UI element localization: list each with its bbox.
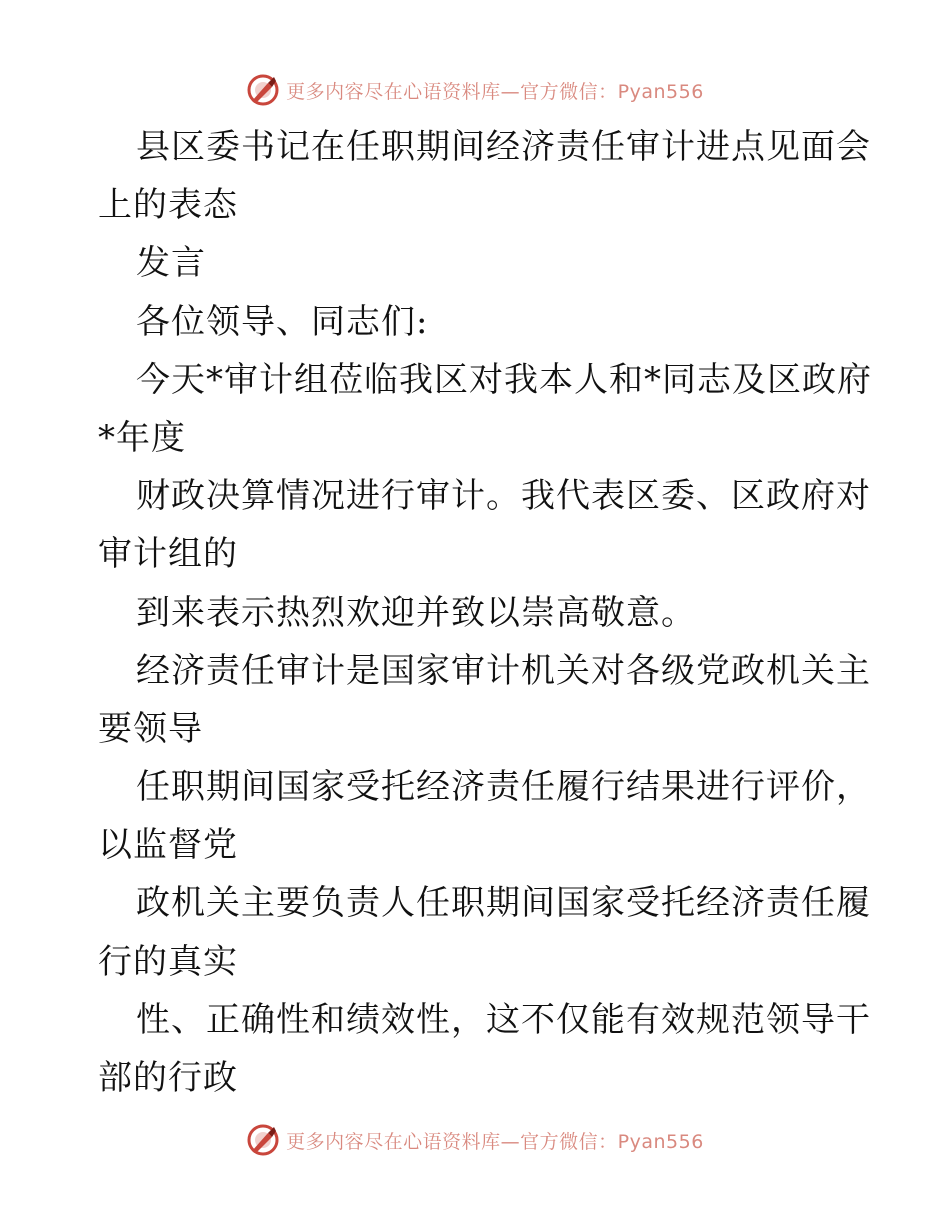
text-line: 以监督党: [98, 825, 238, 866]
footer-banner-text: 更多内容尽在心语资料库—官方微信：Pyan556: [286, 1130, 704, 1153]
text-line: 县区委书记在任职期间经济责任审计进点见面会: [136, 127, 871, 167]
text-line: 经济责任审计是国家审计机关对各级党政机关主: [136, 650, 871, 691]
text-line: 发言: [136, 243, 206, 284]
header-banner: [0, 70, 950, 110]
header-banner-text: 更多内容尽在心语资料库—官方微信：Pyan556: [286, 80, 704, 103]
pen-logo-icon: [246, 73, 280, 107]
text-line: 政机关主要负责人任职期间国家受托经济责任履: [136, 883, 871, 924]
text-line: *年度: [98, 417, 186, 458]
text-line: 到来表示热烈欢迎并致以崇高敬意。: [136, 592, 696, 633]
text-line: 各位领导、同志们:: [136, 301, 429, 342]
pen-logo-icon: [246, 1123, 280, 1157]
text-line: 今天*审计组莅临我区对我本人和*同志及区政府: [136, 359, 872, 400]
text-line: 上的表态: [98, 185, 238, 226]
text-line: 任职期间国家受托经济责任履行结果进行评价，: [136, 767, 871, 808]
text-line: 审计组的: [98, 534, 238, 575]
text-line: 要领导: [98, 708, 203, 749]
text-line: 性、正确性和绩效性，这不仅能有效规范领导干: [136, 999, 871, 1040]
text-line: 部的行政: [98, 1058, 238, 1098]
body-text: [98, 118, 872, 1107]
footer-banner: [0, 1120, 950, 1160]
text-line: 行的真实: [98, 941, 238, 982]
text-line: 财政决算情况进行审计。我代表区委、区政府对: [136, 476, 871, 517]
